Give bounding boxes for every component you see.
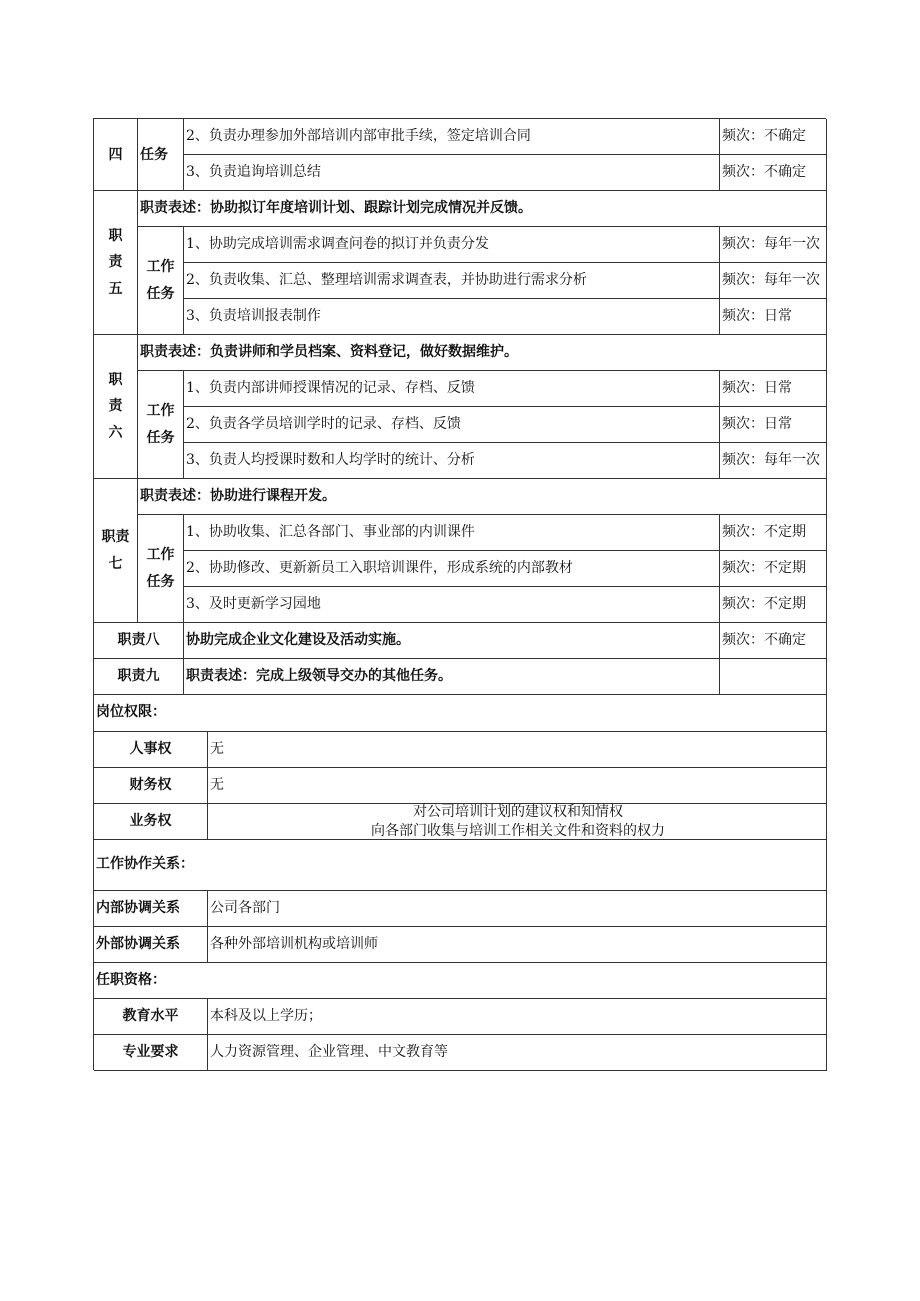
duty4-task-2-freq: 频次：不确定 [720,119,827,155]
education-value: 本科及以上学历； [208,999,827,1035]
duty5-task-3-freq: 频次：日常 [720,299,827,335]
duty5-task-2-freq: 频次：每年一次 [720,263,827,299]
duty5-task-label: 工作 任务 [138,227,184,335]
duty4-number: 四 [94,119,138,191]
duty6-task-1-freq: 频次：日常 [720,371,827,407]
hr-authority-label: 人事权 [94,732,208,768]
duty6-task-1: 1、负责内部讲师授课情况的记录、存档、反馈 [184,371,720,407]
duty8-description: 协助完成企业文化建设及活动实施。 [184,623,720,659]
duty4-task-3: 3、负责追询培训总结 [184,155,720,191]
duty7-task-2: 2、协助修改、更新新员工入职培训课件，形成系统的内部教材 [184,551,720,587]
duty6-task-2-freq: 频次：日常 [720,407,827,443]
duty9-description: 职责表述：完成上级领导交办的其他任务。 [184,659,720,695]
job-description-table [93,118,826,1070]
cooperation-heading: 工作协作关系： [94,840,827,891]
duty7-task-3-freq: 频次：不定期 [720,587,827,623]
hr-authority-value: 无 [208,732,827,768]
duty7-label: 职责 七 [94,479,138,623]
duty6-task-3: 3、负责人均授课时数和人均学时的统计、分析 [184,443,720,479]
business-authority-value: 对公司培训计划的建议权和知情权 向各部门收集与培训工作相关文件和资料的权力 [208,804,827,840]
duty4-task-2: 2、负责办理参加外部培训内部审批手续，签定培训合同 [184,119,720,155]
external-coordination-value: 各种外部培训机构或培训师 [208,927,827,963]
duty5-label: 职 责 五 [94,191,138,335]
duty7-task-1-freq: 频次：不定期 [720,515,827,551]
major-value: 人力资源管理、企业管理、中文教育等 [208,1035,827,1071]
duty5-task-3: 3、负责培训报表制作 [184,299,720,335]
internal-coordination-value: 公司各部门 [208,891,827,927]
duty6-task-3-freq: 频次：每年一次 [720,443,827,479]
internal-coordination-label: 内部协调关系 [94,891,208,927]
duty5-description: 职责表述：协助拟订年度培训计划、跟踪计划完成情况并反馈。 [138,191,827,227]
external-coordination-label: 外部协调关系 [94,927,208,963]
duty7-task-label: 工作 任务 [138,515,184,623]
finance-authority-label: 财务权 [94,768,208,804]
duty5-task-1: 1、协助完成培训需求调查问卷的拟订并负责分发 [184,227,720,263]
duty8-label: 职责八 [94,623,184,659]
duty4-task-label: 任务 [138,119,184,191]
duty5-task-1-freq: 频次：每年一次 [720,227,827,263]
duty6-task-label: 工作 任务 [138,371,184,479]
duty7-task-2-freq: 频次：不定期 [720,551,827,587]
duty5-task-2: 2、负责收集、汇总、整理培训需求调查表，并协助进行需求分析 [184,263,720,299]
duty4-task-3-freq: 频次：不确定 [720,155,827,191]
duty9-freq-empty [720,659,827,695]
major-label: 专业要求 [94,1035,208,1071]
duty6-label: 职 责 六 [94,335,138,479]
duty7-task-1: 1、协助收集、汇总各部门、事业部的内训课件 [184,515,720,551]
education-label: 教育水平 [94,999,208,1035]
duty6-task-2: 2、负责各学员培训学时的记录、存档、反馈 [184,407,720,443]
qualification-heading: 任职资格： [94,963,827,999]
duty7-description: 职责表述：协助进行课程开发。 [138,479,827,515]
authority-heading: 岗位权限： [94,695,827,732]
business-authority-label: 业务权 [94,804,208,840]
finance-authority-value: 无 [208,768,827,804]
duty6-description: 职责表述：负责讲师和学员档案、资料登记，做好数据维护。 [138,335,827,371]
duty8-freq: 频次：不确定 [720,623,827,659]
duty9-label: 职责九 [94,659,184,695]
duty7-task-3: 3、及时更新学习园地 [184,587,720,623]
